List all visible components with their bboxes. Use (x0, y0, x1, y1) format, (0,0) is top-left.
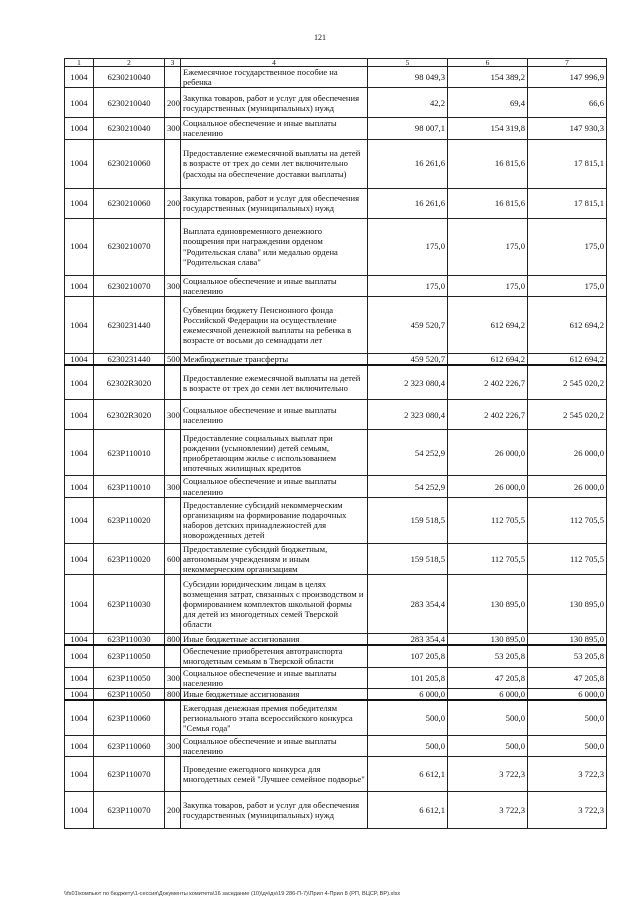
table-row (65, 218, 607, 275)
footer-file-path: \\fs01\компьют по бюджету\1-сессия\Документы комитета\16 заседание (10)\дч\дн\19 286-П-7)\Прил 4-Прил 8 (РП, ВЦСР, ВР).xlsx (64, 891, 401, 897)
amount-col7-cell: 130 895,0 (528, 575, 607, 634)
amount-col7-cell: 2 545 020,2 (528, 365, 607, 400)
table-row (65, 700, 607, 735)
table-row (65, 353, 607, 365)
amount-col7-cell: 17 815,1 (528, 139, 607, 188)
expense-type-cell: 800 (165, 634, 181, 646)
amount-col7-cell: 175,0 (528, 275, 607, 296)
amount-col6-cell: 130 895,0 (448, 634, 528, 646)
expense-type-cell (165, 139, 181, 188)
expense-type-cell (165, 497, 181, 543)
header-cell-3: 3 (165, 59, 181, 67)
description-cell: Социальное обеспечение и иные выплаты населению (181, 667, 368, 688)
header-cell-6: 6 (448, 59, 528, 67)
section-cell: 1004 (65, 756, 94, 791)
description-cell: Обеспечение приобретения автотранспорта многодетным семьям в Тверской области (181, 645, 368, 667)
amount-col7-cell: 3 722,3 (528, 756, 607, 791)
description-cell: Межбюджетные трансферты (181, 353, 368, 365)
table-row (65, 756, 607, 791)
amount-col5-cell: 98 049,3 (368, 67, 448, 88)
target-code-cell: 623P110070 (94, 756, 165, 791)
section-cell: 1004 (65, 791, 94, 828)
header-cell-1: 1 (65, 59, 94, 67)
expense-type-cell: 800 (165, 688, 181, 700)
table-row (65, 88, 607, 118)
amount-col6-cell: 612 694,2 (448, 296, 528, 353)
section-cell: 1004 (65, 543, 94, 574)
amount-col6-cell: 612 694,2 (448, 353, 528, 365)
table-row (65, 400, 607, 430)
amount-col7-cell: 147 996,9 (528, 67, 607, 88)
section-cell: 1004 (65, 88, 94, 118)
description-cell: Социальное обеспечение и иные выплаты населению (181, 735, 368, 756)
amount-col5-cell: 500,0 (368, 735, 448, 756)
target-code-cell: 6230210060 (94, 188, 165, 218)
amount-col5-cell: 175,0 (368, 275, 448, 296)
target-code-cell: 6230231440 (94, 296, 165, 353)
amount-col5-cell: 54 252,9 (368, 430, 448, 476)
amount-col6-cell: 175,0 (448, 275, 528, 296)
description-cell: Предоставление социальных выплат при рождении (усыновлении) детей семьям, приобретающим жилье с использованием ипотечных жилищных кредитов (181, 430, 368, 476)
target-code-cell: 623P110070 (94, 791, 165, 828)
amount-col6-cell: 26 000,0 (448, 476, 528, 497)
expense-type-cell: 200 (165, 88, 181, 118)
amount-col5-cell: 6 612,1 (368, 756, 448, 791)
section-cell: 1004 (65, 688, 94, 700)
amount-col7-cell: 53 205,8 (528, 645, 607, 667)
amount-col5-cell: 2 323 080,4 (368, 400, 448, 430)
target-code-cell: 6230210070 (94, 218, 165, 275)
description-cell: Предоставление субсидий бюджетным, автономным учреждениям и иным некоммерческим организациям (181, 543, 368, 574)
table-row (65, 543, 607, 574)
target-code-cell: 623P110050 (94, 667, 165, 688)
amount-col6-cell: 2 402 226,7 (448, 365, 528, 400)
amount-col7-cell: 47 205,8 (528, 667, 607, 688)
amount-col7-cell: 17 815,1 (528, 188, 607, 218)
target-code-cell: 623P110050 (94, 645, 165, 667)
section-cell: 1004 (65, 497, 94, 543)
target-code-cell: 623P110050 (94, 688, 165, 700)
amount-col6-cell: 3 722,3 (448, 791, 528, 828)
section-cell: 1004 (65, 430, 94, 476)
expense-type-cell: 300 (165, 400, 181, 430)
section-cell: 1004 (65, 476, 94, 497)
table-row (65, 118, 607, 139)
amount-col6-cell: 69,4 (448, 88, 528, 118)
target-code-cell: 62302R3020 (94, 365, 165, 400)
target-code-cell: 623P110030 (94, 575, 165, 634)
description-cell: Субсидии юридическим лицам в целях возмещения затрат, связанных с производством и формированием комплектов школьной формы для детей из многодетных семей Тверской области (181, 575, 368, 634)
target-code-cell: 6230210060 (94, 139, 165, 188)
amount-col7-cell: 147 930,3 (528, 118, 607, 139)
description-cell: Социальное обеспечение и иные выплаты населению (181, 476, 368, 497)
expense-type-cell: 200 (165, 188, 181, 218)
amount-col7-cell: 112 705,5 (528, 497, 607, 543)
expense-type-cell (165, 218, 181, 275)
section-cell: 1004 (65, 365, 94, 400)
amount-col7-cell: 130 895,0 (528, 634, 607, 646)
expense-type-cell (165, 756, 181, 791)
target-code-cell: 62302R3020 (94, 400, 165, 430)
amount-col6-cell: 16 815,6 (448, 188, 528, 218)
amount-col5-cell: 101 205,8 (368, 667, 448, 688)
section-cell: 1004 (65, 188, 94, 218)
amount-col7-cell: 500,0 (528, 700, 607, 735)
amount-col5-cell: 6 612,1 (368, 791, 448, 828)
page-number: 121 (314, 33, 326, 42)
amount-col5-cell: 283 354,4 (368, 634, 448, 646)
amount-col7-cell: 2 545 020,2 (528, 400, 607, 430)
table-row (65, 688, 607, 700)
expense-type-cell (165, 365, 181, 400)
amount-col6-cell: 154 389,2 (448, 67, 528, 88)
amount-col6-cell: 175,0 (448, 218, 528, 275)
header-row (65, 59, 607, 67)
section-cell: 1004 (65, 118, 94, 139)
amount-col6-cell: 47 205,8 (448, 667, 528, 688)
expense-type-cell: 500 (165, 353, 181, 365)
amount-col7-cell: 66,6 (528, 88, 607, 118)
amount-col7-cell: 26 000,0 (528, 476, 607, 497)
expense-type-cell (165, 67, 181, 88)
amount-col7-cell: 6 000,0 (528, 688, 607, 700)
description-cell: Предоставление ежемесячной выплаты на детей в возрасте от трех до семи лет включительно (расходы на обеспечение доставки выплаты) (181, 139, 368, 188)
amount-col5-cell: 175,0 (368, 218, 448, 275)
expense-type-cell: 300 (165, 118, 181, 139)
description-cell: Социальное обеспечение и иные выплаты населению (181, 400, 368, 430)
section-cell: 1004 (65, 67, 94, 88)
amount-col5-cell: 459 520,7 (368, 353, 448, 365)
amount-col5-cell: 283 354,4 (368, 575, 448, 634)
section-cell: 1004 (65, 275, 94, 296)
section-cell: 1004 (65, 218, 94, 275)
section-cell: 1004 (65, 634, 94, 646)
table-row (65, 634, 607, 646)
section-cell: 1004 (65, 353, 94, 365)
table-row (65, 497, 607, 543)
amount-col5-cell: 42,2 (368, 88, 448, 118)
description-cell: Предоставление субсидий некоммерческим организациям на формирование подарочных наборов детских принадлежностей для новорожденных детей (181, 497, 368, 543)
expense-type-cell (165, 700, 181, 735)
expense-type-cell: 300 (165, 667, 181, 688)
target-code-cell: 623P110010 (94, 430, 165, 476)
table-row (65, 791, 607, 828)
description-cell: Ежегодная денежная премия победителям регионального этапа всероссийского конкурса "Семья года" (181, 700, 368, 735)
amount-col6-cell: 3 722,3 (448, 756, 528, 791)
amount-col6-cell: 500,0 (448, 700, 528, 735)
description-cell: Закупка товаров, работ и услуг для обеспечения государственных (муниципальных) нужд (181, 791, 368, 828)
section-cell: 1004 (65, 645, 94, 667)
expense-type-cell: 300 (165, 735, 181, 756)
target-code-cell: 623P110020 (94, 543, 165, 574)
expense-type-cell: 200 (165, 791, 181, 828)
section-cell: 1004 (65, 667, 94, 688)
header-cell-2: 2 (94, 59, 165, 67)
header-cell-5: 5 (368, 59, 448, 67)
amount-col6-cell: 6 000,0 (448, 688, 528, 700)
table-row (65, 67, 607, 88)
target-code-cell: 6230231440 (94, 353, 165, 365)
section-cell: 1004 (65, 139, 94, 188)
budget-table (64, 58, 607, 829)
amount-col5-cell: 500,0 (368, 700, 448, 735)
description-cell: Выплата единовременного денежного поощрения при награждении орденом "Родительская слава" или медалью ордена "Родительская слава" (181, 218, 368, 275)
section-cell: 1004 (65, 700, 94, 735)
description-cell: Проведение ежегодного конкурса для многодетных семей "Лучшее семейное подворье" (181, 756, 368, 791)
amount-col7-cell: 612 694,2 (528, 296, 607, 353)
table-row (65, 735, 607, 756)
amount-col6-cell: 500,0 (448, 735, 528, 756)
table-row (65, 365, 607, 400)
expense-type-cell: 300 (165, 275, 181, 296)
section-cell: 1004 (65, 735, 94, 756)
description-cell: Предоставление ежемесячной выплаты на детей в возрасте от трех до семи лет включительно (181, 365, 368, 400)
amount-col5-cell: 16 261,6 (368, 188, 448, 218)
amount-col5-cell: 16 261,6 (368, 139, 448, 188)
section-cell: 1004 (65, 575, 94, 634)
amount-col5-cell: 159 518,5 (368, 497, 448, 543)
amount-col6-cell: 2 402 226,7 (448, 400, 528, 430)
table-row (65, 275, 607, 296)
target-code-cell: 623P110030 (94, 634, 165, 646)
amount-col5-cell: 98 007,1 (368, 118, 448, 139)
amount-col5-cell: 159 518,5 (368, 543, 448, 574)
amount-col7-cell: 175,0 (528, 218, 607, 275)
description-cell: Закупка товаров, работ и услуг для обеспечения государственных (муниципальных) нужд (181, 188, 368, 218)
description-cell: Иные бюджетные ассигнования (181, 688, 368, 700)
table-row (65, 667, 607, 688)
table-row (65, 575, 607, 634)
amount-col6-cell: 26 000,0 (448, 430, 528, 476)
target-code-cell: 623P110010 (94, 476, 165, 497)
amount-col7-cell: 3 722,3 (528, 791, 607, 828)
header-cell-4: 4 (181, 59, 368, 67)
amount-col7-cell: 112 705,5 (528, 543, 607, 574)
header-cell-7: 7 (528, 59, 607, 67)
amount-col6-cell: 53 205,8 (448, 645, 528, 667)
amount-col5-cell: 459 520,7 (368, 296, 448, 353)
description-cell: Ежемесячное государственное пособие на ребенка (181, 67, 368, 88)
expense-type-cell (165, 575, 181, 634)
amount-col6-cell: 112 705,5 (448, 543, 528, 574)
description-cell: Иные бюджетные ассигнования (181, 634, 368, 646)
target-code-cell: 623P110060 (94, 700, 165, 735)
amount-col6-cell: 16 815,6 (448, 139, 528, 188)
description-cell: Социальное обеспечение и иные выплаты населению (181, 118, 368, 139)
table-row (65, 139, 607, 188)
expense-type-cell (165, 296, 181, 353)
amount-col6-cell: 154 319,8 (448, 118, 528, 139)
amount-col7-cell: 612 694,2 (528, 353, 607, 365)
target-code-cell: 6230210040 (94, 88, 165, 118)
description-cell: Субвенции бюджету Пенсионного фонда Российской Федерации на осуществление ежемесячной денежной выплаты на ребенка в возрасте от восьми до семнадцати лет (181, 296, 368, 353)
amount-col6-cell: 130 895,0 (448, 575, 528, 634)
table-row (65, 430, 607, 476)
target-code-cell: 6230210040 (94, 118, 165, 139)
amount-col6-cell: 112 705,5 (448, 497, 528, 543)
target-code-cell: 6230210070 (94, 275, 165, 296)
target-code-cell: 623P110060 (94, 735, 165, 756)
amount-col5-cell: 6 000,0 (368, 688, 448, 700)
table-row (65, 296, 607, 353)
section-cell: 1004 (65, 400, 94, 430)
table-row (65, 476, 607, 497)
expense-type-cell (165, 645, 181, 667)
target-code-cell: 623P110020 (94, 497, 165, 543)
expense-type-cell: 300 (165, 476, 181, 497)
expense-type-cell (165, 430, 181, 476)
description-cell: Закупка товаров, работ и услуг для обеспечения государственных (муниципальных) нужд (181, 88, 368, 118)
section-cell: 1004 (65, 296, 94, 353)
amount-col5-cell: 54 252,9 (368, 476, 448, 497)
table-row (65, 645, 607, 667)
amount-col7-cell: 500,0 (528, 735, 607, 756)
amount-col5-cell: 2 323 080,4 (368, 365, 448, 400)
target-code-cell: 6230210040 (94, 67, 165, 88)
amount-col7-cell: 26 000,0 (528, 430, 607, 476)
description-cell: Социальное обеспечение и иные выплаты населению (181, 275, 368, 296)
table-row (65, 188, 607, 218)
amount-col5-cell: 107 205,8 (368, 645, 448, 667)
expense-type-cell: 600 (165, 543, 181, 574)
